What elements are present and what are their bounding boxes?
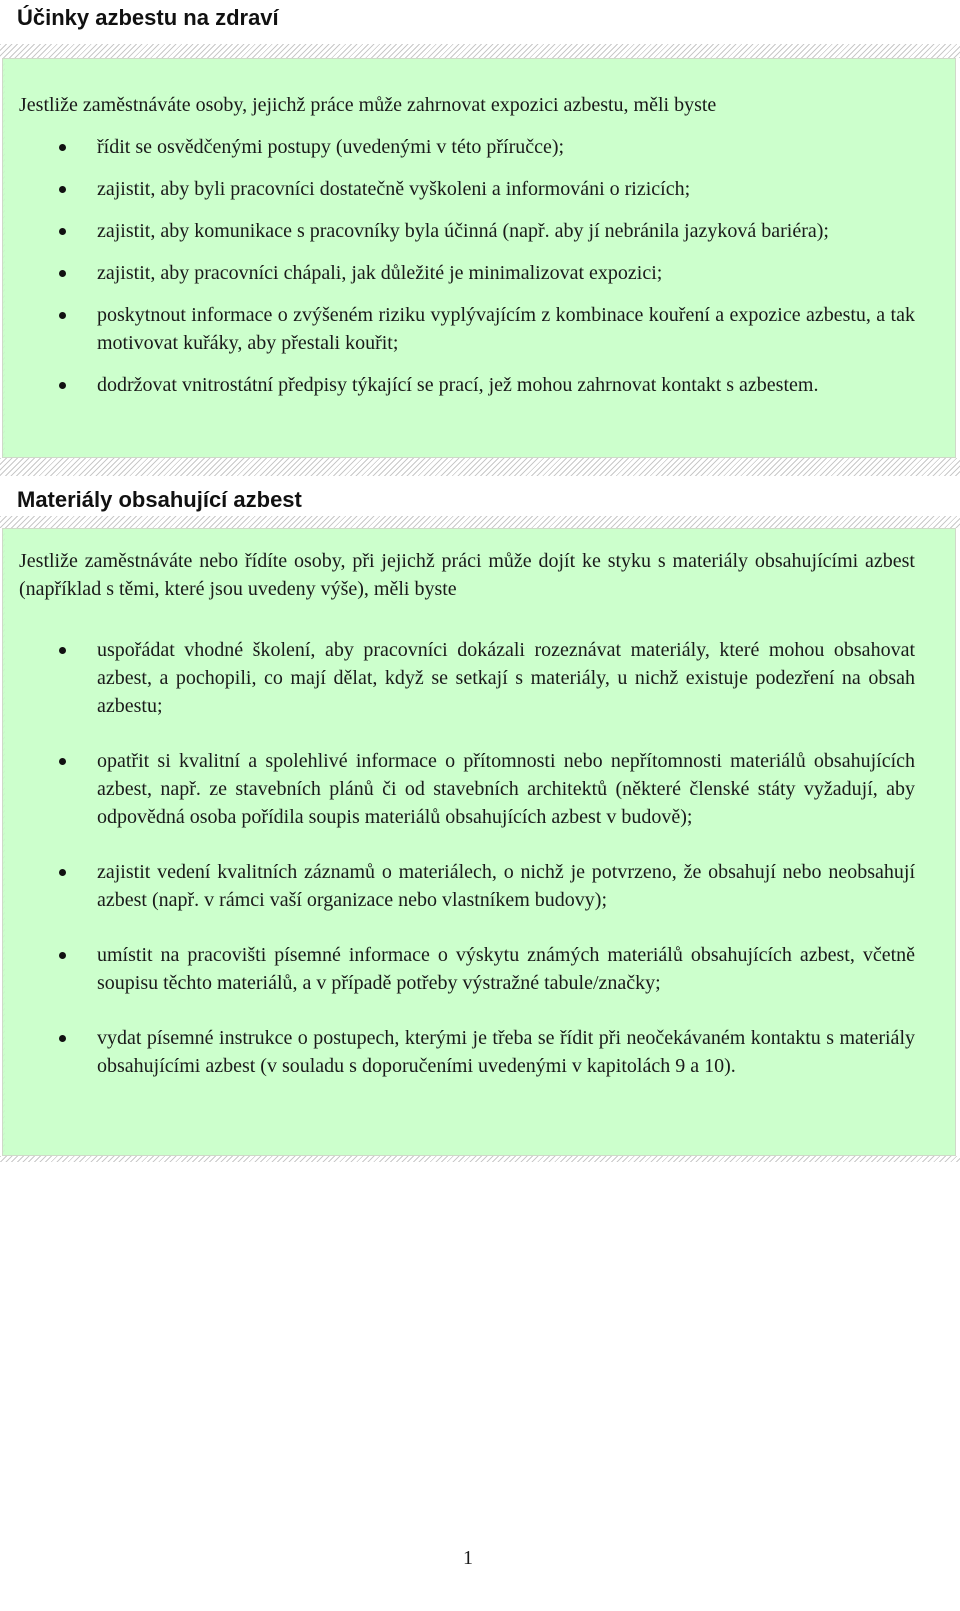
list-item (19, 858, 915, 914)
hatch-divider (0, 458, 960, 476)
bullet-icon (59, 312, 66, 319)
section-box-health-effects (2, 58, 956, 458)
list-item-text: zajistit vedení kvalitních záznamů o materiálech, o nichž je potvrzeno, že obsahují nebo neobsahují azbest (např. v rámci vaší organizace nebo vlastníkem budovy); (97, 861, 915, 911)
bullet-icon (59, 144, 66, 151)
section-intro: Jestliže zaměstnáváte nebo řídíte osoby, při jejichž práci může dojít ke styku s materiály obsahujícími azbest (například s těmi, které jsou uvedeny výše), měli byste (19, 550, 915, 600)
bullet-icon (59, 186, 66, 193)
list-item-text: zajistit, aby byli pracovníci dostatečně vyškoleni a informováni o rizicích; (97, 178, 691, 200)
bullet-icon (59, 869, 66, 876)
hatch-divider (0, 1156, 960, 1162)
list-item-text: uspořádat vhodné školení, aby pracovníci dokázali rozeznávat materiály, které mohou obsahovat azbest, a pochopili, co mají dělat, když se setkají s materiály, u nichž existuje podezření na obsah azbestu; (97, 639, 915, 717)
list-item (19, 133, 915, 161)
section-box-inner (5, 59, 955, 457)
list-item (19, 747, 915, 831)
list-item-text: zajistit, aby pracovníci chápali, jak důležité je minimalizovat expozici; (97, 262, 663, 284)
list-item-text: opatřit si kvalitní a spolehlivé informace o přítomnosti nebo nepřítomnosti materiálů obsahujících azbest, např. ze stavebních plánů či od stavebních architektů (některé členské státy vyžadují, aby odpovědná osoba pořídila soupis materiálů obsahujících azbest v budově); (97, 750, 915, 828)
bullet-icon (59, 1035, 66, 1042)
list-item-text: vydat písemné instrukce o postupech, kterými je třeba se řídit při neočekávaném kontaktu s materiály obsahujícími azbest (v souladu s doporučeními uvedenými v kapitolách 9 a 10). (97, 1027, 915, 1077)
section-box-inner (5, 529, 955, 1155)
list-item-text: umístit na pracovišti písemné informace o výskytu známých materiálů obsahujících azbest, včetně soupisu těchto materiálů, a v případě potřeby výstražné tabule/značky; (97, 944, 915, 994)
list-item-text: poskytnout informace o zvýšeném riziku vyplývajícím z kombinace kouření a expozice azbestu, a tak motivovat kuřáky, aby přestali kouřit; (97, 304, 915, 354)
bullet-list-asbestos-materials (19, 636, 915, 1080)
list-item-text: zajistit, aby komunikace s pracovníky byla účinná (např. aby jí nebránila jazyková bariéra); (97, 220, 829, 242)
list-item (19, 175, 915, 203)
bullet-icon (59, 758, 66, 765)
list-item (19, 636, 915, 720)
list-item (19, 941, 915, 997)
list-item (19, 371, 915, 399)
section-title-asbestos-materials: Materiály obsahující azbest (17, 487, 302, 512)
section-intro: Jestliže zaměstnáváte osoby, jejichž práce může zahrnovat expozici azbestu, měli byste (19, 94, 717, 116)
section-title-health-effects: Účinky azbestu na zdraví (17, 5, 279, 30)
bullet-icon (59, 952, 66, 959)
list-item-text: dodržovat vnitrostátní předpisy týkající se prací, jež mohou zahrnovat kontakt s azbestem. (97, 374, 819, 396)
bullet-icon (59, 647, 66, 654)
bullet-icon (59, 382, 66, 389)
bullet-list-health-effects (19, 133, 915, 399)
bullet-icon (59, 228, 66, 235)
list-item-text: řídit se osvědčenými postupy (uvedenými v této příručce); (97, 136, 565, 158)
hatch-divider (0, 44, 960, 58)
list-item (19, 259, 915, 287)
page-number: 1 (463, 1547, 473, 1569)
section-box-asbestos-materials (2, 528, 956, 1156)
hatch-divider (0, 516, 960, 528)
bullet-icon (59, 270, 66, 277)
list-item (19, 1024, 915, 1080)
list-item (19, 217, 915, 245)
list-item (19, 301, 915, 357)
